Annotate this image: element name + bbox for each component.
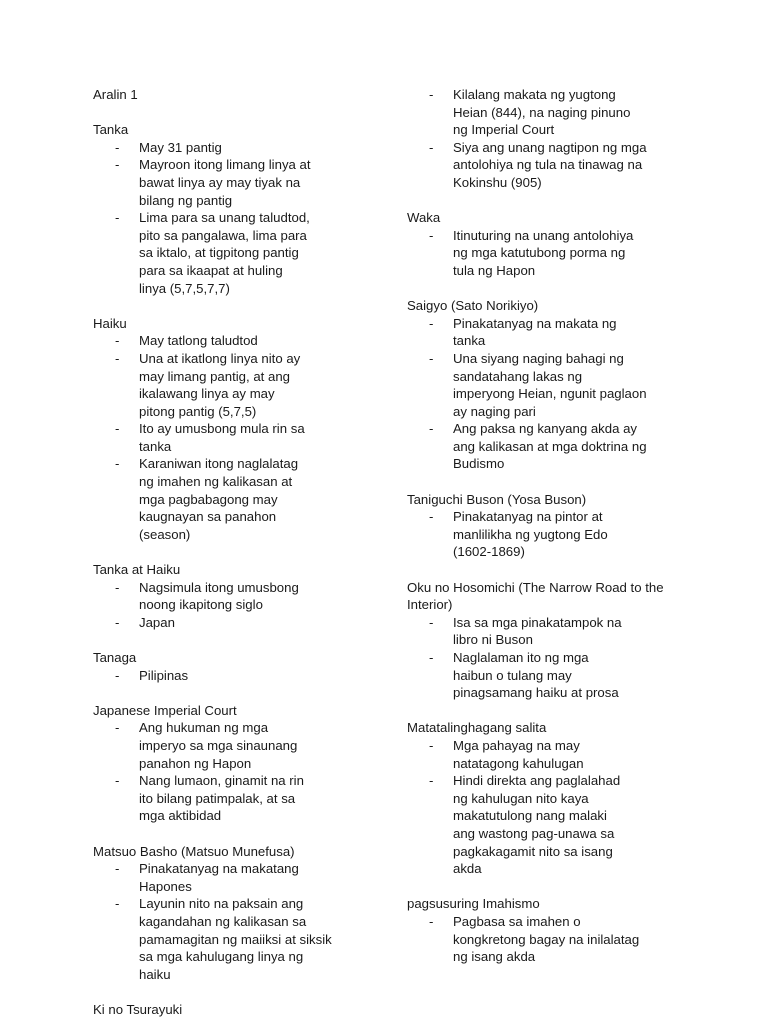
- section-heading: pagsusuring Imahismo: [407, 896, 540, 912]
- bullet-list: [407, 315, 647, 473]
- bullet-list: [93, 667, 313, 685]
- list-item: - Pinakatanyag na makatang Hapones: [115, 861, 299, 894]
- list-item: - Hindi direkta ang paglalahad ng kahulugan nito kaya makatutulong nang malaki ang wastong pag-unawa sa pagkakagamit nito sa isang akda: [429, 773, 621, 877]
- section-heading: Tanaga: [93, 650, 137, 665]
- list-item: - Itinuturing na unang antolohiya ng mga katutubong porma ng tula ng Hapon: [429, 227, 634, 278]
- list-item: - Pagbasa sa imahen o kongkretong bagay na inilalatag ng isang akda: [429, 913, 640, 965]
- list-item: - Nang lumaon, ginamit na rin ito bilang patimpalak, at sa mga aktibidad: [115, 773, 304, 824]
- tanka-haiku-section: [93, 561, 383, 631]
- list-item: - Isa sa mga pinakatampok na libro ni Buson: [429, 614, 622, 648]
- list-item-text: Pinakatanyag na pintor at manlilikha ng yugtong Edo (1602-1869): [453, 509, 608, 560]
- section-heading: Matatalinghagang salita: [407, 720, 547, 736]
- imahismo-section: [407, 895, 697, 965]
- tsurayuki-continued-section: [407, 86, 697, 192]
- list-item-text: Japan: [139, 614, 175, 630]
- right-column: [407, 86, 697, 983]
- buson-section: [407, 491, 697, 561]
- tanka-section: [93, 121, 383, 297]
- section-heading: Japanese Imperial Court: [93, 702, 237, 718]
- bullet-list: [407, 614, 627, 702]
- list-item-text: Naglalaman ito ng mga haibun o tulang may pinagsamang haiku at prosa: [453, 650, 619, 701]
- list-item: - Karaniwan itong naglalatag ng imahen ng kalikasan at mga pagbabagong may kaugnayan sa panahon (season): [115, 456, 299, 542]
- section-heading: Tanka at Haiku: [93, 562, 181, 578]
- list-item-text: Kilalang makata ng yugtong Heian (844), na naging pinuno ng Imperial Court: [453, 87, 631, 138]
- bullet-list: [93, 139, 313, 297]
- bullet-list: [93, 579, 333, 632]
- bullet-list: [407, 227, 647, 280]
- section-heading: Taniguchi Buson (Yosa Buson): [407, 491, 587, 507]
- list-item-text: Pinakatanyag na makatang Hapones: [139, 861, 299, 894]
- list-item: - Siya ang unang nagtipon ng mga antolohiya ng tula na tinawag na Kokinshu (905): [429, 139, 647, 190]
- saigyo-section: [407, 297, 697, 473]
- bullet-list: [407, 737, 627, 878]
- list-item: - Pilipinas: [115, 667, 189, 683]
- list-item: - Ang hukuman ng mga imperyo sa mga sinaunang panahon ng Hapon: [115, 720, 298, 771]
- list-item-text: Layunin nito na paksain ang kagandahan ng kalikasan sa pamamagitan ng maiiksi at siksik sa mga kahulugang linya ng haiku: [139, 896, 332, 982]
- list-item: - Naglalaman ito ng mga haibun o tulang may pinagsamang haiku at prosa: [429, 650, 619, 701]
- list-item-text: Ang paksa ng kanyang akda ay ang kalikasan at mga doktrina ng Budismo: [453, 421, 647, 472]
- list-item-text: Ang hukuman ng mga imperyo sa mga sinaunang panahon ng Hapon: [139, 720, 298, 771]
- section-heading: Matsuo Basho (Matsuo Munefusa): [93, 843, 295, 859]
- list-item-text: Isa sa mga pinakatampok na libro ni Buson: [453, 614, 622, 648]
- list-item-text: Una at ikatlong linya nito ay may limang pantig, at ang ikalawang linya ay may pitong pantig (5,7,5): [139, 350, 301, 419]
- list-item-text: Pilipinas: [139, 667, 189, 683]
- list-item-text: Karaniwan itong naglalatag ng imahen ng kalikasan at mga pagbabagong may kaugnayan sa panahon (season): [139, 456, 299, 542]
- waka-section: [407, 209, 697, 279]
- tsurayuki-section: [93, 1001, 383, 1019]
- imperial-court-section: [93, 702, 383, 825]
- list-item: - Ang paksa ng kanyang akda ay ang kalikasan at mga doktrina ng Budismo: [429, 421, 647, 472]
- list-item: - Una at ikatlong linya nito ay may limang pantig, at ang ikalawang linya ay may pitong pantig (5,7,5): [115, 350, 301, 419]
- list-item-text: Mga pahayag na may natatagong kahulugan: [453, 737, 584, 771]
- lesson-title-section: [93, 86, 383, 104]
- list-item: - Pinakatanyag na pintor at manlilikha ng yugtong Edo (1602-1869): [429, 509, 608, 560]
- bullet-list: [407, 508, 627, 561]
- list-item: - Japan: [115, 614, 175, 630]
- bullet-list: [93, 719, 313, 825]
- bullet-list: [407, 913, 647, 966]
- list-item-text: Ito ay umusbong mula rin sa tanka: [139, 421, 305, 454]
- bullet-list: [407, 86, 647, 192]
- list-item: - Lima para sa unang taludtod, pito sa pangalawa, lima para sa iktalo, at tigpitong pantig para sa ikaapat at huling linya (5,7,5,7,7): [115, 210, 310, 296]
- tanaga-section: [93, 649, 383, 684]
- oku-section: [407, 579, 697, 702]
- list-item: - Ito ay umusbong mula rin sa tanka: [115, 421, 305, 454]
- list-item-text: Lima para sa unang taludtod, pito sa pangalawa, lima para sa iktalo, at tigpitong pantig para sa ikaapat at huling linya (5,7,5,7,7): [139, 210, 310, 296]
- list-item: - May tatlong taludtod: [115, 333, 258, 349]
- section-heading: Haiku: [93, 315, 127, 331]
- section-heading: Ki no Tsurayuki: [93, 1001, 183, 1017]
- list-item: - Mga pahayag na may natatagong kahulugan: [429, 737, 584, 771]
- list-item-text: Pagbasa sa imahen o kongkretong bagay na inilalatag ng isang akda: [453, 913, 640, 965]
- list-item: - Kilalang makata ng yugtong Heian (844), na naging pinuno ng Imperial Court: [429, 87, 631, 138]
- section-heading: Saigyo (Sato Norikiyo): [407, 298, 539, 314]
- haiku-section: [93, 315, 383, 544]
- matatalinghaga-section: [407, 719, 697, 877]
- list-item-text: May tatlong taludtod: [139, 333, 258, 349]
- list-item: - Nagsimula itong umusbong noong ikapitong siglo: [115, 579, 299, 613]
- lesson-title: Aralin 1: [93, 87, 138, 102]
- list-item-text: Nagsimula itong umusbong noong ikapitong siglo: [139, 579, 299, 613]
- list-item: - May 31 pantig: [115, 139, 222, 155]
- section-heading: Waka: [407, 210, 441, 226]
- section-heading: Oku no Hosomichi (The Narrow Road to the Interior): [407, 579, 664, 613]
- list-item: - Pinakatanyag na makata ng tanka: [429, 315, 617, 349]
- list-item: - Una siyang naging bahagi ng sandatahang lakas ng imperyong Heian, ngunit paglaon ay naging pari: [429, 350, 647, 419]
- list-item-text: Itinuturing na unang antolohiya ng mga katutubong porma ng tula ng Hapon: [453, 227, 634, 278]
- bullet-list: [93, 860, 333, 983]
- bullet-list: [93, 332, 313, 543]
- list-item-text: May 31 pantig: [139, 139, 222, 155]
- section-heading: Tanka: [93, 122, 129, 138]
- left-column: [93, 86, 383, 1036]
- list-item: - Layunin nito na paksain ang kagandahan ng kalikasan sa pamamagitan ng maiiksi at siksik sa mga kahulugang linya ng haiku: [115, 896, 332, 982]
- list-item-text: Una siyang naging bahagi ng sandatahang lakas ng imperyong Heian, ngunit paglaon ay naging pari: [453, 350, 647, 419]
- list-item-text: Nang lumaon, ginamit na rin ito bilang patimpalak, at sa mga aktibidad: [139, 773, 304, 824]
- basho-section: [93, 843, 383, 984]
- list-item-text: Hindi direkta ang paglalahad ng kahulugan nito kaya makatutulong nang malaki ang wastong pag-unawa sa pagkakagamit nito sa isang akda: [453, 773, 621, 877]
- list-item-text: Mayroon itong limang linya at bawat linya ay may tiyak na bilang ng pantig: [139, 157, 311, 208]
- list-item-text: Pinakatanyag na makata ng tanka: [453, 315, 617, 349]
- list-item-text: Siya ang unang nagtipon ng mga antolohiya ng tula na tinawag na Kokinshu (905): [453, 139, 647, 190]
- list-item: - Mayroon itong limang linya at bawat linya ay may tiyak na bilang ng pantig: [115, 157, 311, 208]
